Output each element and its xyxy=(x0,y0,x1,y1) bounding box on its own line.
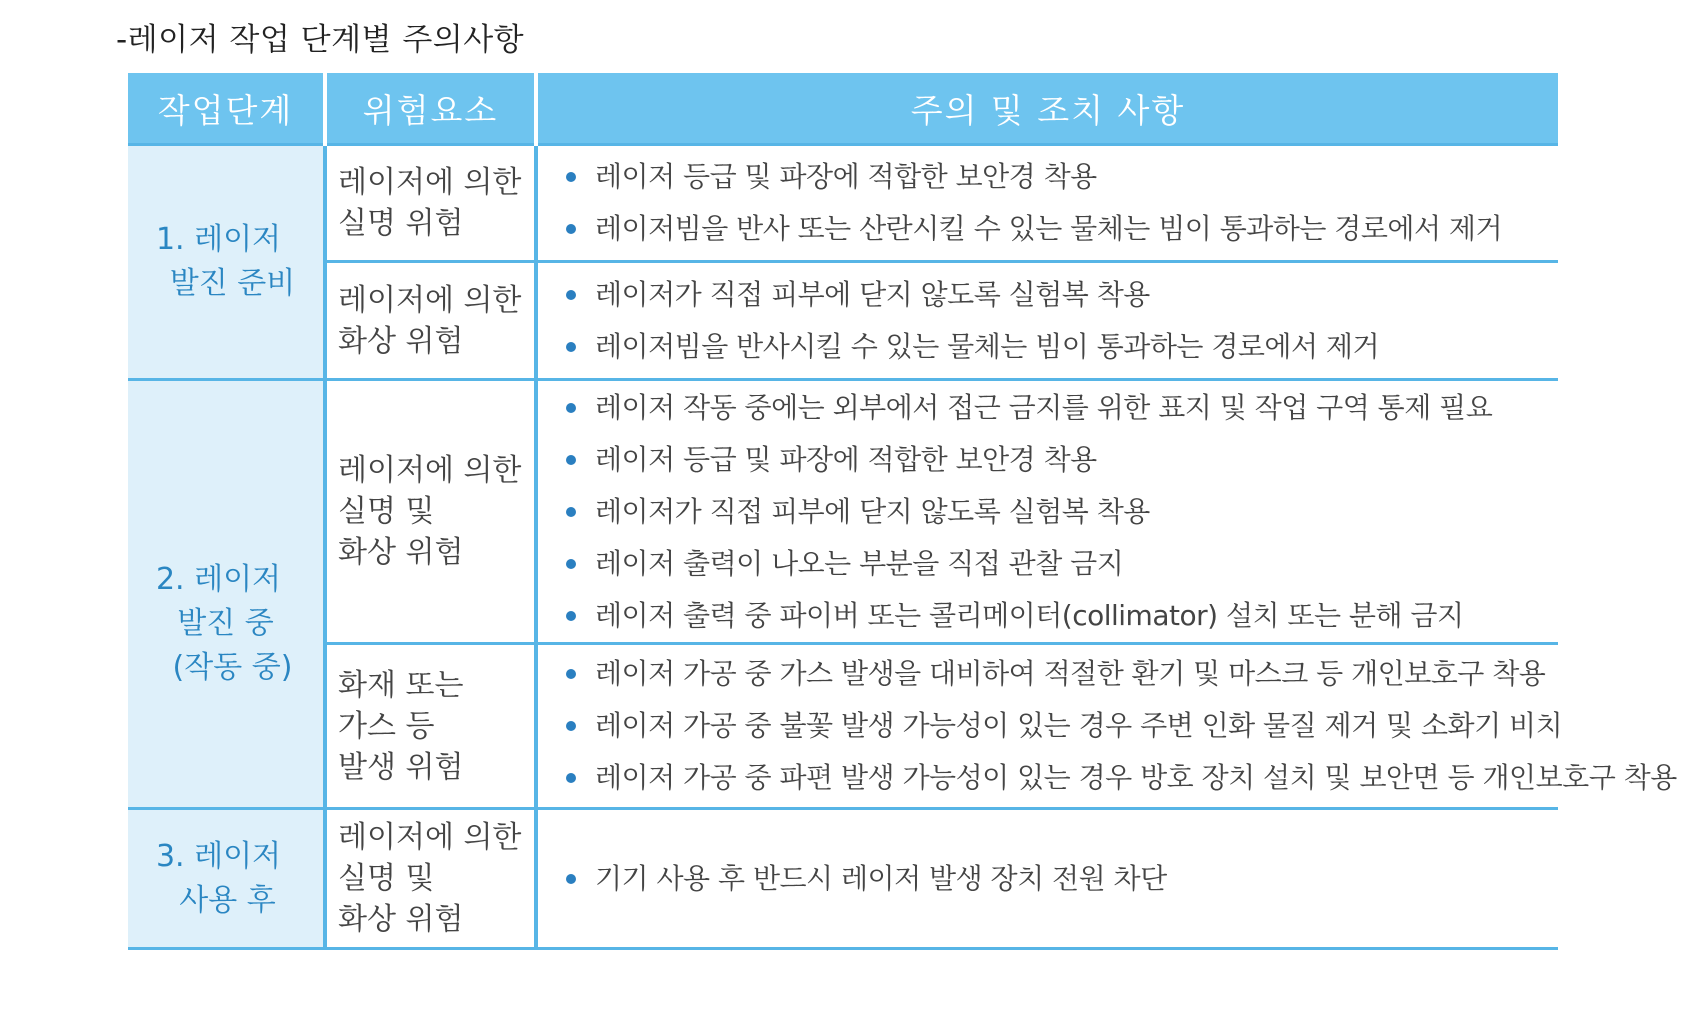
bullet-icon xyxy=(566,455,576,465)
notes-cell xyxy=(536,145,1558,262)
header-notes: 주의 및 조치 사항 xyxy=(536,73,1558,145)
bullet-icon xyxy=(566,611,576,621)
risk-line: 레이저에 의한 xyxy=(338,165,522,200)
table-row xyxy=(128,145,1558,262)
note-text: 레이저 가공 중 불꽃 발생 가능성이 있는 경우 주변 인화 물질 제거 및 소화기 비치 xyxy=(595,709,1563,742)
bullet-icon xyxy=(566,559,576,569)
list-item xyxy=(566,590,1558,642)
stage-label-line: 2. 레이저 xyxy=(155,562,282,597)
header-stage: 작업단계 xyxy=(128,73,325,145)
risk-cell xyxy=(325,145,536,262)
note-text: 레이저 가공 중 가스 발생을 대비하여 적절한 환기 및 마스크 등 개인보호구 착용 xyxy=(595,657,1546,690)
note-text: 레이저 작동 중에는 외부에서 접근 금지를 위한 표지 및 작업 구역 통제 필요 xyxy=(595,390,1493,424)
risk-line: 화재 또는 xyxy=(338,667,464,703)
risk-cell xyxy=(325,809,536,949)
notes-cell xyxy=(536,380,1558,644)
note-text: 레이저빔을 반사시킬 수 있는 물체는 빔이 통과하는 경로에서 제거 xyxy=(595,329,1380,363)
notes-list xyxy=(566,151,1558,255)
note-text: 레이저 출력 중 파이버 또는 콜리메이터(collimator) 설치 또는 분해 금지 xyxy=(595,598,1464,632)
stage-label-line: (작동 중) xyxy=(172,650,293,685)
risk-cell xyxy=(325,380,536,644)
bullet-icon xyxy=(566,721,576,731)
bullet-icon xyxy=(566,172,576,182)
list-item xyxy=(566,269,1558,321)
risk-cell xyxy=(325,644,536,809)
list-item xyxy=(566,321,1558,373)
risk-line: 가스 등 xyxy=(338,708,435,744)
table-row xyxy=(128,380,1558,644)
note-text: 레이저가 직접 피부에 닫지 않도록 실험복 착용 xyxy=(595,277,1150,311)
list-item xyxy=(566,648,1558,700)
stage-label-line: 3. 레이저 xyxy=(155,838,282,874)
list-item xyxy=(566,434,1558,486)
header-risk: 위험요소 xyxy=(325,73,536,145)
stage-label-line: 발진 준비 xyxy=(169,266,296,301)
table-row xyxy=(128,644,1558,809)
note-text: 레이저 가공 중 파편 발생 가능성이 있는 경우 방호 장치 설치 및 보안면 등 개인보호구 착용 xyxy=(595,761,1677,794)
list-item xyxy=(566,538,1558,590)
note-text: 레이저 등급 및 파장에 적합한 보안경 착용 xyxy=(595,442,1097,476)
notes-list xyxy=(566,648,1677,804)
notes-list xyxy=(566,382,1558,642)
list-item xyxy=(566,700,1563,752)
bullet-icon xyxy=(566,773,576,783)
list-item xyxy=(566,203,1558,255)
notes-cell xyxy=(536,809,1558,949)
note-text: 기기 사용 후 반드시 레이저 발생 장치 전원 차단 xyxy=(595,861,1167,895)
stage-label-line: 발진 중 xyxy=(177,606,274,641)
list-item xyxy=(566,752,1677,804)
risk-line: 화상 위험 xyxy=(338,902,464,937)
laser-safety-table-container xyxy=(128,73,1677,950)
risk-line: 레이저에 의한 xyxy=(338,282,522,318)
list-item xyxy=(566,151,1558,203)
risk-line: 화상 위험 xyxy=(338,323,464,359)
risk-line: 레이저에 의한 xyxy=(338,820,522,855)
notes-list xyxy=(566,269,1558,373)
notes-cell xyxy=(536,644,1677,809)
table-row xyxy=(128,809,1558,949)
bullet-icon xyxy=(566,669,576,679)
page-caption: -레이저 작업 단계별 주의사항 xyxy=(116,22,525,58)
note-text: 레이저 등급 및 파장에 적합한 보안경 착용 xyxy=(595,160,1097,193)
bullet-icon xyxy=(566,874,576,884)
laser-safety-table xyxy=(128,73,1677,950)
bullet-icon xyxy=(566,290,576,300)
list-item xyxy=(566,853,1558,905)
table-row xyxy=(128,262,1558,380)
note-text: 레이저빔을 반사 또는 산란시킬 수 있는 물체는 빔이 통과하는 경로에서 제거 xyxy=(595,212,1502,245)
bullet-icon xyxy=(566,224,576,234)
note-text: 레이저가 직접 피부에 닫지 않도록 실험복 착용 xyxy=(595,494,1150,528)
bullet-icon xyxy=(566,403,576,413)
risk-line: 실명 및 xyxy=(338,494,435,529)
notes-list xyxy=(566,853,1558,905)
notes-cell xyxy=(536,262,1558,380)
risk-line: 발생 위험 xyxy=(338,749,464,785)
bullet-icon xyxy=(566,507,576,517)
list-item xyxy=(566,486,1558,538)
stage-cell-1 xyxy=(128,145,325,380)
stage-label-line: 사용 후 xyxy=(179,882,276,918)
risk-line: 화상 위험 xyxy=(338,535,464,570)
list-item xyxy=(566,382,1558,434)
risk-line: 실명 및 xyxy=(338,861,435,896)
table-header-row xyxy=(128,73,1558,145)
bullet-icon xyxy=(566,342,576,352)
risk-line: 레이저에 의한 xyxy=(338,453,522,488)
risk-line: 실명 위험 xyxy=(338,206,464,241)
stage-cell-3 xyxy=(128,809,325,949)
note-text: 레이저 출력이 나오는 부분을 직접 관찰 금지 xyxy=(595,546,1124,580)
risk-cell xyxy=(325,262,536,380)
stage-label-line: 1. 레이저 xyxy=(155,222,282,257)
stage-cell-2 xyxy=(128,380,325,809)
